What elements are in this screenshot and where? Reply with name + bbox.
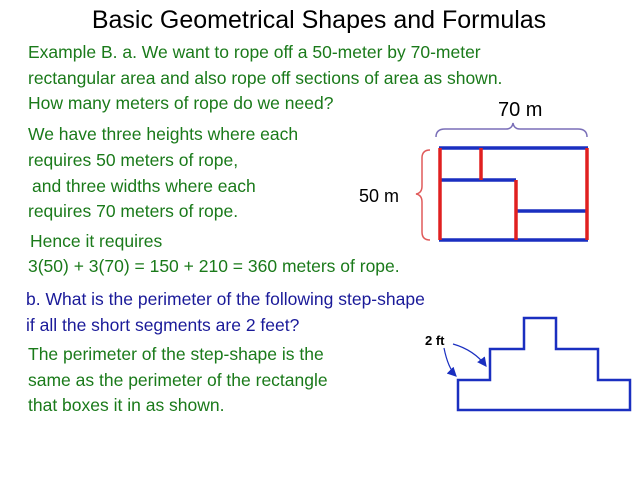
explanation-line-1: We have three heights where each: [28, 124, 299, 144]
problem-line-2: rectangular area and also rope off sections of area as shown.: [28, 68, 503, 88]
width-label: 70 m: [498, 99, 543, 121]
explanation-line-3: and three widths where each: [32, 176, 256, 196]
question-line-2: if all the short segments are 2 feet?: [26, 315, 300, 335]
height-label: 50 m: [359, 186, 400, 206]
height-brace: [416, 150, 430, 240]
answer-line-3: that boxes it in as shown.: [28, 395, 225, 415]
problem-line-3: How many meters of rope do we need?: [28, 93, 334, 113]
question-line-1: b. What is the perimeter of the following step-shape: [26, 289, 425, 309]
segment-label: 2 ft: [425, 333, 445, 348]
explanation-line-5: Hence it requires: [30, 231, 163, 251]
answer-line-1: The perimeter of the step-shape is the: [28, 344, 324, 364]
answer-line-2: same as the perimeter of the rectangle: [28, 370, 328, 390]
width-brace: [436, 123, 587, 137]
pointer-arrow-lower: [444, 348, 456, 376]
explanation-line-2: requires 50 meters of rope,: [28, 150, 239, 170]
explanation-line-6: 3(50) + 3(70) = 150 + 210 = 360 meters of rope.: [28, 256, 400, 276]
problem-line-1: Example B. a. We want to rope off a 50-meter by 70-meter: [28, 42, 481, 62]
slide-title: Basic Geometrical Shapes and Formulas: [91, 6, 547, 34]
pointer-arrow-upper: [453, 344, 486, 366]
explanation-line-4: requires 70 meters of rope.: [28, 201, 239, 221]
